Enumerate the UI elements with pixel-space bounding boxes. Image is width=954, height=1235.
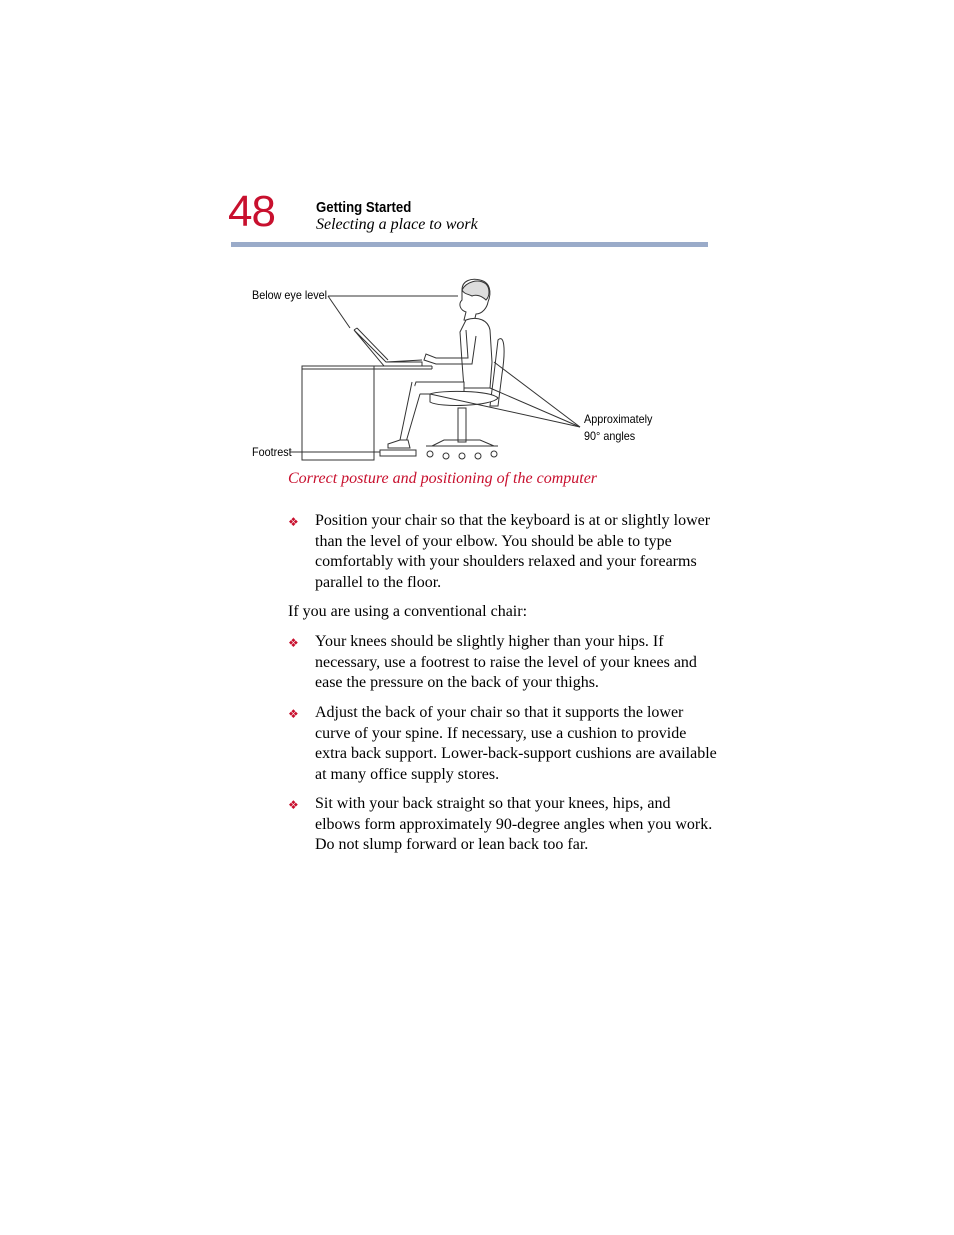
page-number: 48 xyxy=(228,187,275,236)
list-item xyxy=(288,511,718,593)
bullet-text: Your knees should be slightly higher than your hips. If necessary, use a footrest to raise the level of your knees and ease the pressure on the back of your thighs. xyxy=(315,633,697,691)
intro-paragraph: If you are using a conventional chair: xyxy=(288,603,528,620)
bullet-icon: ❖ xyxy=(288,707,299,721)
label-angles-line1: Approximately xyxy=(584,412,653,426)
figure-caption: Correct posture and positioning of the computer xyxy=(288,470,598,487)
header-rule xyxy=(231,242,708,247)
posture-figure xyxy=(240,270,680,470)
list-item xyxy=(288,632,718,694)
bullet-text: Position your chair so that the keyboard is at or slightly lower than the level of your elbow. You should be able to type comfortably with your shoulders relaxed and your forearms parallel to the floor. xyxy=(315,512,711,591)
bullet-text: Adjust the back of your chair so that it supports the lower curve of your spine. If necessary, use a cushion to provide extra back support. Lower-back-support cushions are available at many office supply stores. xyxy=(315,704,717,783)
section-title: Selecting a place to work xyxy=(316,216,478,233)
bullet-text: Sit with your back straight so that your knees, hips, and elbows form approximately 90-degree angles when you work. Do not slump forward or lean back too far. xyxy=(315,795,713,853)
list-item xyxy=(288,794,718,856)
bullet-icon: ❖ xyxy=(288,636,299,650)
chapter-title: Getting Started xyxy=(316,199,412,216)
list-item xyxy=(288,703,718,785)
bullet-icon: ❖ xyxy=(288,798,299,812)
label-below-eye-level: Below eye level xyxy=(252,288,328,302)
label-footrest: Footrest xyxy=(252,445,292,459)
bullet-icon: ❖ xyxy=(288,515,299,529)
label-angles-line2: 90° angles xyxy=(584,429,636,443)
